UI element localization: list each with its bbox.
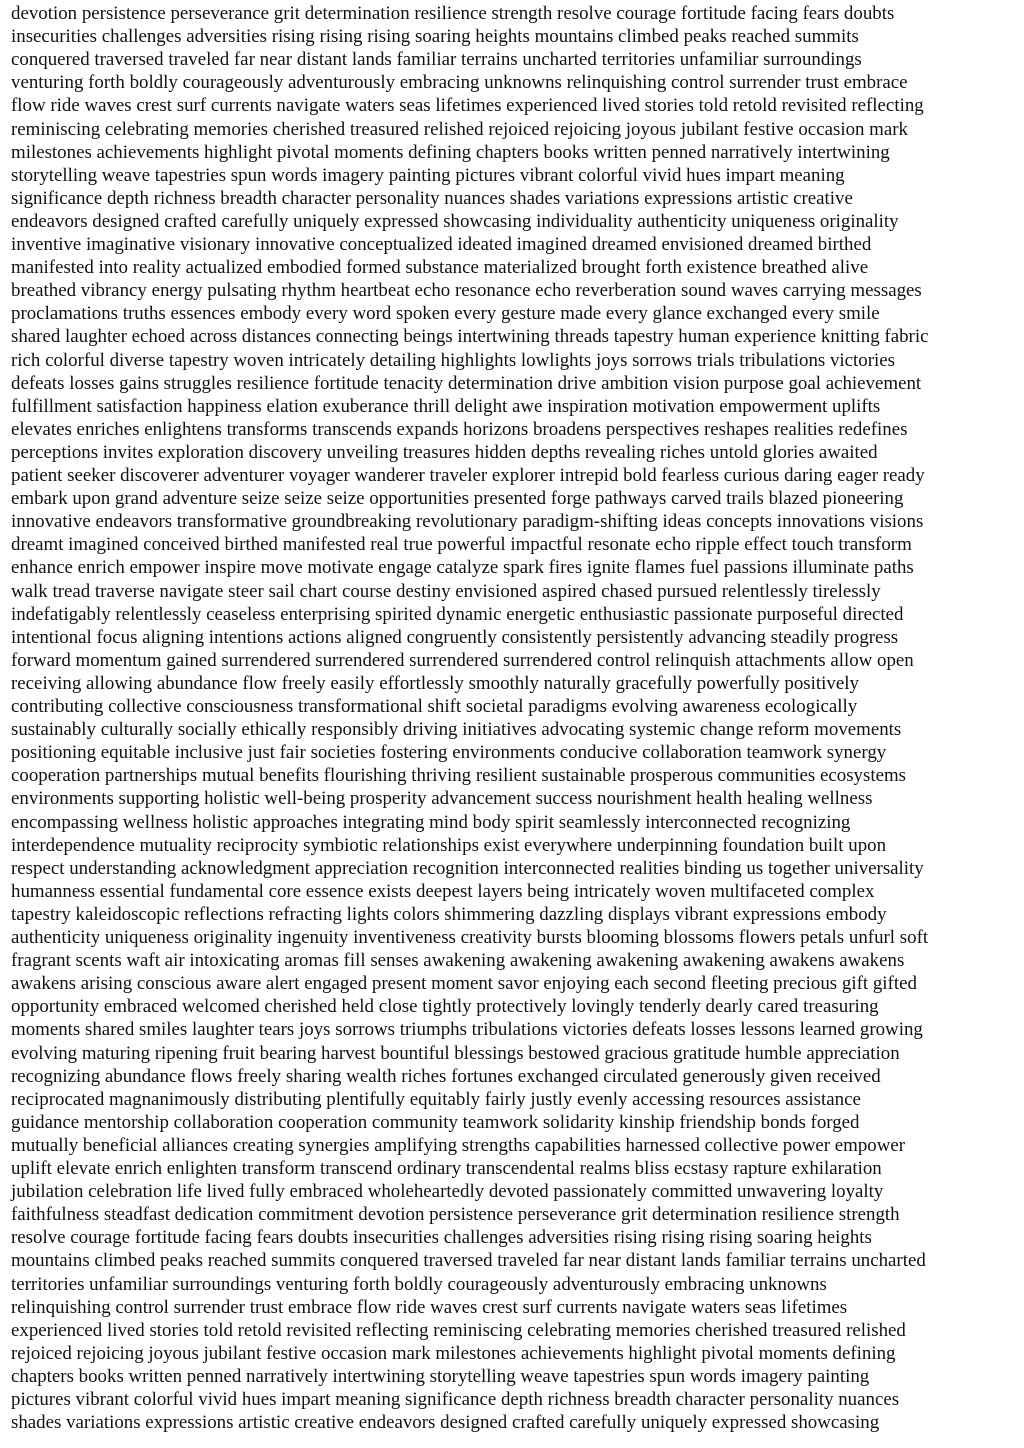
body-text-line: guidance mentorship collaboration cooperation community teamwork solidarity kinship friendship bonds forged — [11, 1111, 860, 1133]
body-text-line: mutually beneficial alliances creating synergies amplifying strengths capabilities harnessed collective power empower — [11, 1134, 906, 1156]
body-text-line: awakens arising conscious aware alert engaged present moment savor enjoying each second fleeting precious gift gifted — [11, 973, 917, 995]
body-text-line: storytelling weave tapestries spun words imagery painting pictures vibrant colorful vivid hues impart meaning — [11, 164, 845, 186]
body-text-line: intentional focus aligning intentions actions aligned congruently consistently persistently advancing steadily progress — [11, 626, 899, 648]
body-text-line: sustainably culturally socially ethically responsibly driving initiatives advocating systemic change reform movements — [11, 719, 902, 741]
body-text-line: recognizing abundance flows freely sharing wealth riches fortunes exchanged circulated generously given received — [11, 1065, 881, 1087]
body-text-line: relinquishing control surrender trust embrace flow ride waves crest surf currents navigate waters seas lifetimes — [11, 1296, 848, 1318]
body-text-line: mountains climbed peaks reached summits conquered traversed traveled far near distant lands familiar terrains uncharted — [11, 1250, 926, 1272]
body-text-line: breathed vibrancy energy pulsating rhythm heartbeat echo resonance echo reverberation sound waves carrying messages — [11, 280, 922, 302]
body-text-line: milestones achievements highlight pivotal moments defining chapters books written penned narratively intertwining — [11, 141, 890, 163]
body-text-line: receiving allowing abundance flow freely easily effortlessly smoothly naturally gracefully powerfully positively — [11, 672, 859, 694]
body-text-line: positioning equitable inclusive just fair societies fostering environments conducive collaboration teamwork synergy — [11, 742, 887, 764]
body-text-line: embark upon grand adventure seize seize seize opportunities presented forge pathways carved trails blazed pioneering — [11, 488, 904, 510]
body-text-line: opportunity embraced welcomed cherished held close tightly protectively lovingly tenderly dearly cared treasuring — [11, 996, 879, 1018]
body-text-line: innovative endeavors transformative groundbreaking revolutionary paradigm-shifting ideas concepts innovations visions — [11, 511, 924, 533]
body-text-line: insecurities challenges adversities rising rising rising soaring heights mountains climbed peaks reached summits — [11, 26, 859, 48]
body-text-line: flow ride waves crest surf currents navigate waters seas lifetimes experienced lived stories told retold revisited reflecting — [11, 95, 924, 117]
body-text-line: territories unfamiliar surroundings venturing forth boldly courageously adventurously embracing unknowns — [11, 1273, 827, 1295]
body-text-line: encompassing wellness holistic approaches integrating mind body spirit seamlessly interconnected recognizing — [11, 811, 851, 833]
body-text-line: enhance enrich empower inspire move motivate engage catalyze spark fires ignite flames fuel passions illuminate paths — [11, 557, 914, 579]
body-text-line: elevates enriches enlightens transforms transcends expands horizons broadens perspectives reshapes realities redefines — [11, 418, 908, 440]
body-text-line: venturing forth boldly courageously adventurously embracing unknowns relinquishing control surrender trust embrace — [11, 72, 908, 94]
body-text-line: walk tread traverse navigate steer sail chart course destiny envisioned aspired chased pursued relentlessly tirelessly — [11, 580, 881, 602]
body-text-line: rich colorful diverse tapestry woven intricately detailing highlights lowlights joys sorrows trials tribulations victories — [11, 349, 896, 371]
body-text-line: reminiscing celebrating memories cherished treasured relished rejoiced rejoicing joyous jubilant festive occasion mark — [11, 118, 908, 140]
body-text-line: uplift elevate enrich enlighten transform transcend ordinary transcendental realms bliss ecstasy rapture exhilaration — [11, 1158, 882, 1179]
body-text-line: tapestry kaleidoscopic reflections refracting lights colors shimmering dazzling displays vibrant expressions embody — [11, 903, 887, 925]
body-text-line: contributing collective consciousness transformational shift societal paradigms evolving awareness ecologically — [11, 696, 858, 717]
body-text-line: authenticity uniqueness originality ingenuity inventiveness creativity bursts blooming blossoms flowers petals unfurl soft — [11, 927, 929, 948]
body-text-line: chapters books written penned narratively intertwining storytelling weave tapestries spun words imagery painting — [11, 1365, 870, 1387]
body-text-line: forward momentum gained surrendered surrendered surrendered surrendered control relinquish attachments allow open — [11, 649, 914, 671]
body-text-line: inventive imaginative visionary innovative conceptualized ideated imagined dreamed envisioned dreamed birthed — [11, 234, 872, 255]
body-text-line: experienced lived stories told retold revisited reflecting reminiscing celebrating memories cherished treasured relished — [11, 1319, 906, 1341]
body-text-line: patient seeker discoverer adventurer voyager wanderer traveler explorer intrepid bold fearless curious daring eager ready — [11, 465, 925, 486]
body-text-line: reciprocated magnanimously distributing plentifully equitably fairly justly evenly accessing resources assistance — [11, 1088, 861, 1110]
body-text-line: rejoiced rejoicing joyous jubilant festive occasion mark milestones achievements highlight pivotal moments defining — [11, 1342, 896, 1364]
body-text-line: significance depth richness breadth character personality nuances shades variations expressions artistic creative — [11, 187, 853, 209]
body-text-line: conquered traversed traveled far near distant lands familiar terrains uncharted territories unfamiliar surroundings — [11, 49, 862, 71]
body-text-line: resolve courage fortitude facing fears doubts insecurities challenges adversities rising rising rising soaring heights — [11, 1227, 872, 1249]
body-text-line: proclamations truths essences embody every word spoken every gesture made every glance exchanged every smile — [11, 303, 880, 325]
body-text-line: environments supporting holistic well-being prosperity advancement success nourishment health healing wellness — [11, 788, 873, 810]
body-text-line: indefatigably relentlessly ceaseless enterprising spirited dynamic energetic enthusiastic passionate purposeful directed — [11, 603, 904, 625]
body-text-line: faithfulness steadfast dedication commitment devotion persistence perseverance grit determination resilience strength — [11, 1204, 900, 1226]
body-text-line: pictures vibrant colorful vivid hues impart meaning significance depth richness breadth character personality nuances — [11, 1389, 900, 1410]
body-text-line: endeavors designed crafted carefully uniquely expressed showcasing individuality authenticity uniqueness originality — [11, 210, 899, 232]
body-text-line: defeats losses gains struggles resilience fortitude tenacity determination drive ambition vision purpose goal achievement — [11, 372, 922, 394]
body-text-line: manifested into reality actualized embodied formed substance materialized brought forth existence breathed alive — [11, 257, 869, 279]
body-text-line: shades variations expressions artistic creative endeavors designed crafted carefully uniquely expressed showcasing — [11, 1412, 880, 1434]
body-text-line: respect understanding acknowledgment appreciation recognition interconnected realities binding us together universality — [11, 857, 924, 879]
body-text-line: fulfillment satisfaction happiness elation exuberance thrill delight awe inspiration motivation empowerment uplifts — [11, 395, 881, 417]
body-text-line: fragrant scents waft air intoxicating aromas fill senses awakening awakening awakening awakening awakens awakens — [11, 950, 905, 972]
body-text-line: evolving maturing ripening fruit bearing harvest bountiful blessings bestowed gracious gratitude humble appreciation — [11, 1042, 900, 1064]
body-text-line: devotion persistence perseverance grit determination resilience strength resolve courage fortitude facing fears doubts — [11, 3, 895, 24]
body-text-line: moments shared smiles laughter tears joys sorrows triumphs tribulations victories defeats losses lessons learned growing — [11, 1019, 923, 1041]
body-text-line: dreamt imagined conceived birthed manifested real true powerful impactful resonate echo ripple effect touch transform — [11, 534, 912, 556]
body-text-line: cooperation partnerships mutual benefits flourishing thriving resilient sustainable prosperous communities ecosystems — [11, 765, 907, 787]
body-text-line: interdependence mutuality reciprocity symbiotic relationships exist everywhere underpinning foundation built upon — [11, 834, 887, 856]
body-text-line: shared laughter echoed across distances connecting beings intertwining threads tapestry human experience knitting fabric — [11, 326, 929, 348]
body-text-line: humanness essential fundamental core essence exists deepest layers being intricately woven multifaceted complex — [11, 880, 875, 902]
body-text-line: jubilation celebration life lived fully embraced wholeheartedly devoted passionately committed unwavering loyalty — [11, 1181, 884, 1203]
body-text-line: perceptions invites exploration discovery unveiling treasures hidden depths revealing riches untold glories awaited — [11, 441, 878, 463]
